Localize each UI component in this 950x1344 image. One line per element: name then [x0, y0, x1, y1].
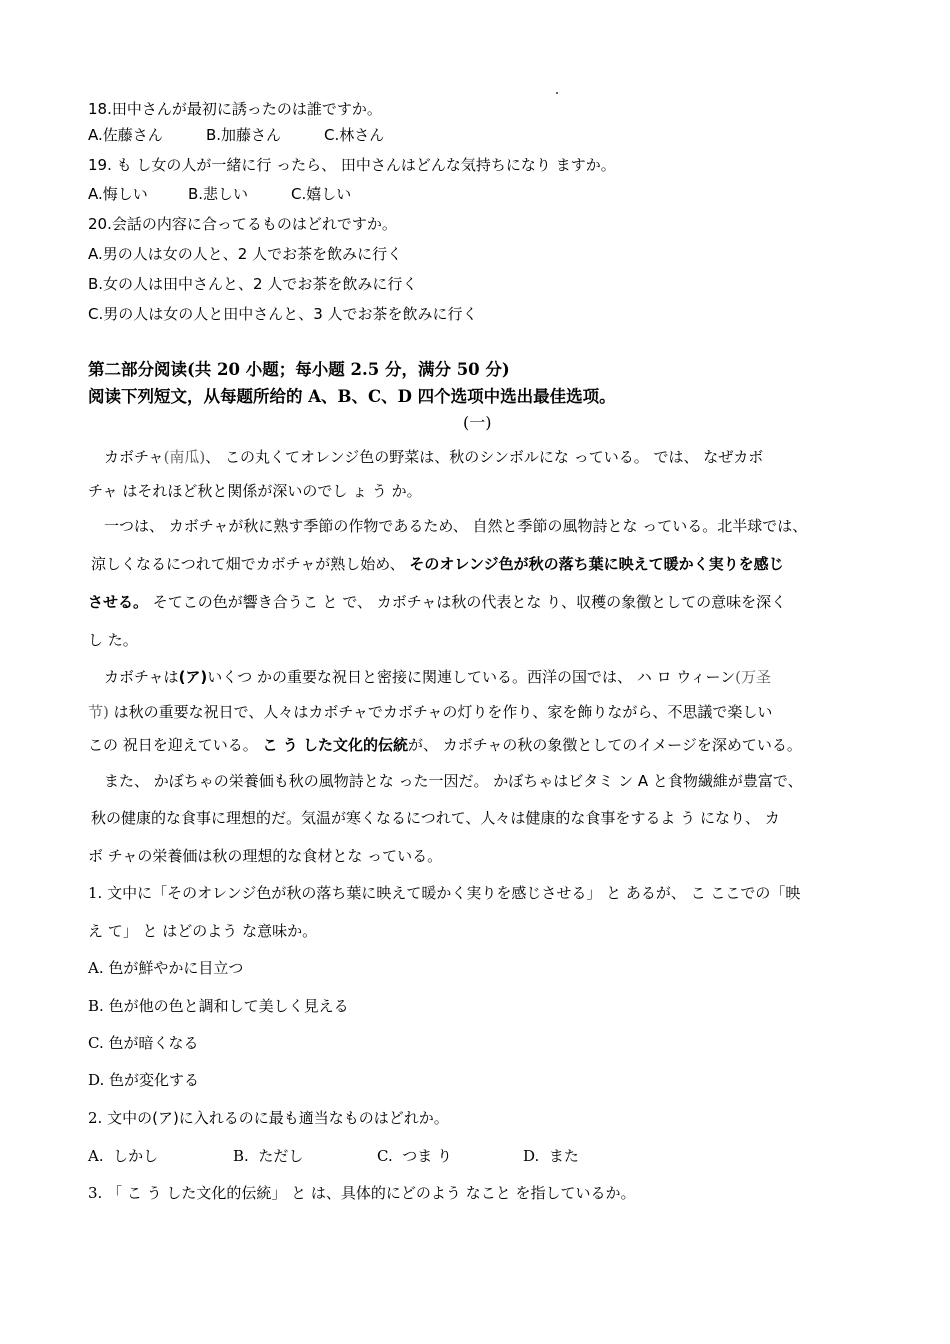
q19-option-a: A.悔しい	[88, 185, 148, 203]
text-segment: が、 カボチャの秋の象徴としてのイメージを深めている。	[408, 736, 802, 754]
option-letter: B.	[88, 997, 104, 1015]
bold-quote: そのオレンジ色が秋の落ち葉に映えて暖かく実りを感じ	[409, 555, 784, 573]
option-text: 色が暗くなる	[108, 1034, 199, 1052]
text-segment: 、 この丸くてオレンジ色の野菜は、秋のシンボルにな っている。 では、 なぜカボ	[205, 448, 764, 466]
q18-option-a: A.佐藤さん	[88, 126, 163, 144]
passage-p1-line1	[104, 447, 763, 467]
passage-p3-line3	[88, 735, 802, 755]
option-text: しかし	[113, 1147, 159, 1165]
question-number: 2.	[88, 1109, 103, 1127]
option-letter: D.	[88, 1071, 105, 1089]
text-segment: この 祝日を迎えている。	[88, 736, 263, 754]
passage-p4-line1: また、 かぼちゃの栄養価も秋の風物詩とな った一因だ。 かぼちゃはビタミ ン A と食物繊維が豊富で、	[104, 772, 803, 790]
blank-marker: (ア)	[178, 668, 208, 686]
text-segment: 节)	[88, 703, 109, 721]
passage-p3-line1	[104, 667, 771, 687]
question-text: 文中に「そのオレンジ色が秋の落ち葉に映えて暖かく実りを感じさせる」 と あるが、 こ ここでの「映	[107, 884, 801, 902]
question-number: 3.	[88, 1184, 103, 1202]
passage-p3-line2	[88, 702, 772, 722]
q19-options	[88, 184, 351, 204]
q18-options	[88, 125, 384, 145]
question-number: 1.	[88, 884, 103, 902]
q20-option-a: A.男の人は女の人と、2 人でお茶を飲みに行く	[88, 245, 403, 263]
passage-p1-line2: チャ はそれほど秋と関係が深いのでし ょ う か。	[88, 482, 422, 500]
q19-option-b: B.悲しい	[188, 185, 249, 203]
option-letter: A.	[88, 1147, 104, 1165]
q19-question: 19. も し女の人が一緒に行 ったら、 田中さんはどんな気持ちになり ますか。	[88, 156, 616, 174]
passage-p4-line3: ボ チャの栄養価は秋の理想的な食材とな っている。	[88, 847, 443, 865]
option-letter: C.	[88, 1034, 104, 1052]
passage-p2-line2	[91, 554, 784, 574]
text-segment: 涼しくなるにつれて畑でカボチャが熟し始め、	[91, 555, 410, 573]
text-segment: そてこの色が響き合うこ と で、 カボチャは秋の代表とな り、収穫の象徴としての意味を深く	[148, 593, 787, 611]
passage-number: (一)	[463, 413, 492, 432]
q18-option-c: C.林さん	[324, 126, 385, 144]
question-text: 「 こ う した文化的伝統」 と は、具体的にどのよう なこと を指しているか。	[107, 1184, 636, 1202]
section-title: 第二部分阅读(共 20 小题；每小题 2.5 分，满分 50 分)	[88, 360, 510, 379]
q20-option-b: B.女の人は田中さんと、2 人でお茶を飲みに行く	[88, 275, 418, 293]
section-instruction: 阅读下列短文，从每题所给的 A、B、C、D 四个选项中选出最佳选项。	[88, 387, 616, 406]
option-letter: D.	[523, 1147, 540, 1165]
q1-option-b	[88, 996, 349, 1016]
text-segment: カボチャ	[104, 448, 164, 466]
option-letter: C.	[377, 1147, 393, 1165]
text-segment: カボチャは	[104, 668, 179, 686]
q3-question	[88, 1183, 635, 1203]
option-text: 色が変化する	[109, 1071, 200, 1089]
option-text: つま り	[402, 1147, 453, 1165]
text-segment: いくつ かの重要な祝日と密接に関連している。西洋の国では、 ハ ロ ウィーン	[207, 668, 736, 686]
passage-p4-line2: 秋の健康的な食事に理想的だ。気温が寒くなるにつれて、人々は健康的な食事をするよ う になり、 カ	[91, 809, 780, 827]
q1-option-a	[88, 958, 243, 978]
q2-option-c	[377, 1146, 523, 1166]
question-text: 文中の(ア)に入れるのに最も適当なものはどれか。	[107, 1109, 449, 1127]
option-text: 色が他の色と調和して美しく見える	[108, 997, 349, 1015]
q1-line1	[88, 883, 800, 903]
q1-line2: え て」 と はどのよう な意味か。	[88, 922, 318, 940]
bold-quote-end: させる。	[88, 593, 149, 611]
stray-dot	[556, 92, 558, 94]
q2-options	[88, 1146, 579, 1166]
q2-question	[88, 1108, 449, 1128]
q18-question: 18.田中さんが最初に誘ったのは誰ですか。	[88, 100, 382, 118]
q20-option-c: C.男の人は女の人と田中さんと、3 人でお茶を飲みに行く	[88, 305, 478, 323]
text-segment: (南瓜)	[163, 448, 206, 466]
option-letter: B.	[233, 1147, 249, 1165]
option-text: ただし	[258, 1147, 304, 1165]
passage-p2-line1: 一つは、 カボチャが秋に熟す季節の作物であるため、 自然と季節の風物詩とな っている。北半球では、	[104, 517, 808, 535]
q1-option-c	[88, 1033, 199, 1053]
passage-p2-line4: し た。	[88, 631, 138, 649]
q2-option-a	[88, 1146, 233, 1166]
text-segment: は秋の重要な祝日で、人々はカボチャでカボチャの灯りを作り、家を飾りながら、不思議で楽しい	[108, 703, 773, 721]
q2-option-b	[233, 1146, 377, 1166]
bold-phrase: こ う した文化的伝統	[262, 736, 408, 754]
text-segment: (万圣	[735, 668, 772, 686]
q20-question: 20.会話の内容に合ってるものはどれですか。	[88, 215, 397, 233]
q1-option-d	[88, 1070, 199, 1090]
option-letter: A.	[88, 959, 104, 977]
option-text: 色が鮮やかに目立つ	[108, 959, 244, 977]
q19-option-c: C.嬉しい	[291, 185, 352, 203]
q18-option-b: B.加藤さん	[206, 126, 282, 144]
q2-option-d	[523, 1146, 579, 1166]
option-text: また	[548, 1147, 579, 1165]
passage-p2-line3	[88, 592, 786, 612]
